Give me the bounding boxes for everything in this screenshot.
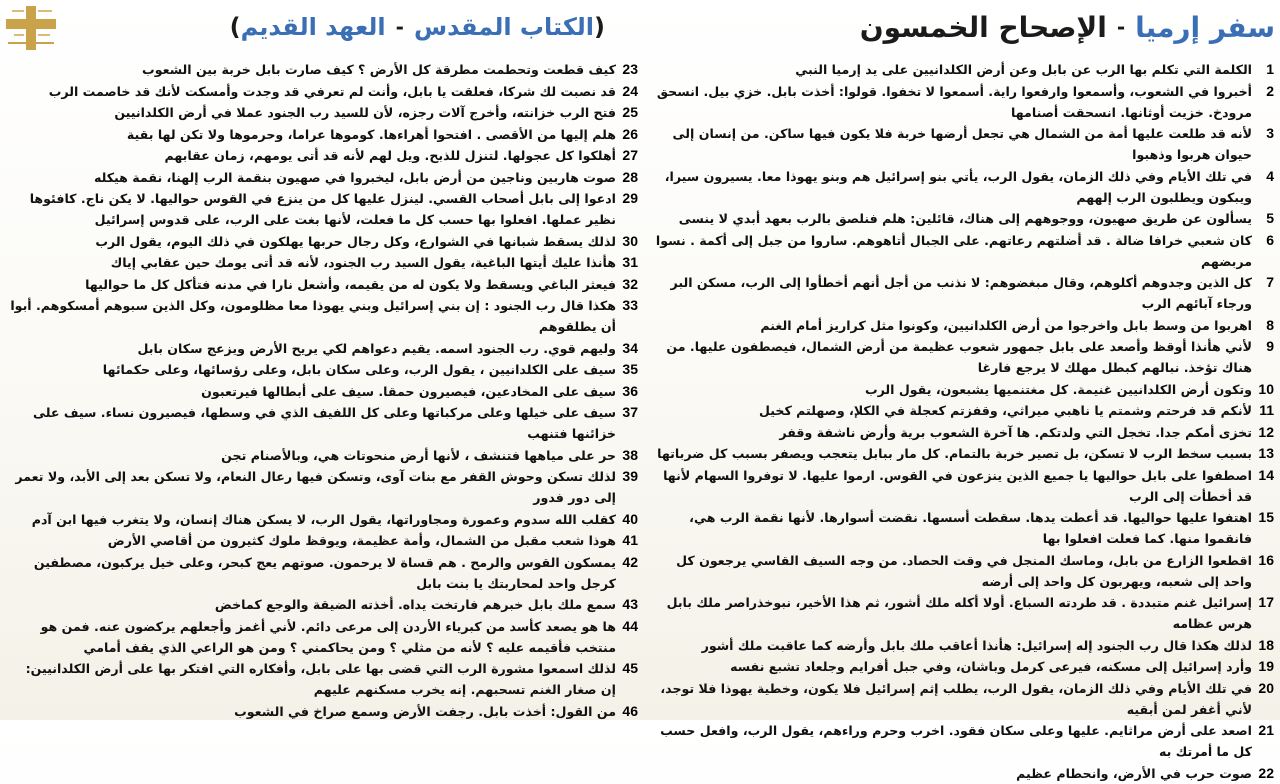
verse-text: وتكون أرض الكلدانيين غنيمة. كل مغتنميها يشبعون، يقول الرب — [864, 381, 1252, 397]
bible-title-separator: - — [395, 15, 404, 39]
bible-name: الكتاب المقدس — [413, 13, 595, 41]
verse-number: 3 — [1266, 125, 1274, 141]
verse-number: 4 — [1266, 167, 1274, 184]
verse — [648, 592, 1274, 634]
verse — [648, 81, 1274, 123]
verse-number: 2 — [1266, 82, 1274, 99]
verse-text: فيعثر الباغي ويسقط ولا يكون له من يقيمه، وأشعل نارا في مدنه فتأكل كل ما حواليها — [85, 276, 616, 292]
verse-text: كان شعبي خرافا ضالة . قد أضلتهم رعاتهم. على الجبال أتاهوهم. ساروا من جبل إلى أكمة . نسوا مربضهم — [655, 232, 1252, 269]
verse-number: 22 — [1258, 764, 1274, 781]
verse — [648, 443, 1274, 464]
chapter-title — [665, 4, 1275, 50]
verse-text: تخزى أمكم جدا. تخجل التي ولدتكم. ها آخرة الشعوب برية وأرض ناشفة وقفر — [779, 424, 1252, 440]
verse-text: صوت حرب في الأرض، وانحطام عظيم — [1016, 765, 1252, 781]
chapter-name: الإصحاح الخمسون — [859, 10, 1107, 44]
verse — [8, 616, 638, 658]
verse-text: اهربوا من وسط بابل واخرجوا من أرض الكلدانيين، وكونوا مثل كراريز أمام الغنم — [760, 317, 1252, 333]
verse-number: 23 — [622, 61, 638, 77]
verse — [8, 295, 638, 337]
verse-text: صوت هاربين وناجين من أرض بابل، ليخبروا في صهيون بنقمة الرب إلهنا، نقمة هيكله — [93, 169, 616, 185]
verse — [8, 530, 638, 551]
verse-text: أهلكوا كل عجولها. لتنزل للذبح. ويل لهم لأنه قد أتى يومهم، زمان عقابهم — [164, 148, 616, 163]
verse-number: 11 — [1259, 402, 1274, 418]
verse-text: يسألون عن طريق صهيون، ووجوههم إلى هناك، قائلين: هلم فنلصق بالرب بعهد أبدي لا ينسى — [678, 211, 1252, 226]
verse — [8, 81, 638, 102]
verse-number: 41 — [622, 532, 638, 548]
cross-logo-icon — [2, 2, 60, 52]
verse-text: كل الذين وجدوهم أكلوهم، وقال مبغضوهم: لا نذنب من أجل أنهم أخطأوا إلى الرب، مسكن البر ورجاء آبائهم الرب — [670, 275, 1252, 311]
verse-number: 37 — [622, 404, 638, 420]
verse — [648, 336, 1274, 378]
verse — [648, 465, 1274, 507]
verse-number: 42 — [622, 553, 638, 570]
verse-text: كقلب الله سدوم وعمورة ومجاوراتها، يقول الرب، لا يسكن هناك إنسان، ولا يتغرب فيها ابن آدم — [31, 511, 616, 527]
verse — [8, 231, 638, 252]
close-paren: ) — [229, 13, 241, 41]
verse-text: بسبب سخط الرب لا تسكن، بل تصير خربة بالتمام. كل مار ببابل يتعجب ويصفر بسبب كل ضرباتها — [657, 446, 1252, 461]
verse — [8, 59, 638, 80]
verse-text: اهتفوا عليها حواليها. قد أعطت يدها. سقطت أسسها. نقضت أسوارها. لأنها نقمة الرب هي، فانقموا منها. كما فعلت افعلوا بها — [689, 510, 1252, 546]
verse-number: 8 — [1266, 316, 1274, 333]
verse-text: لأنه قد طلعت عليها أمة من الشمال هي تجعل أرضها خربة فلا يكون فيها ساكن. من إنسان إلى حيوان هربوا وذهبوا — [672, 126, 1252, 162]
verse-text: إسرائيل غنم متبددة . قد طردته السباع. أولا أكله ملك أشور، ثم هذا الأخير، نبوخذراصر ملك بابل هرس عظامه — [666, 595, 1252, 631]
verse-number: 26 — [622, 125, 638, 142]
verses-column-left — [8, 59, 638, 722]
verse — [648, 656, 1274, 677]
verse — [648, 272, 1274, 314]
verse-number: 19 — [1258, 658, 1274, 674]
verse-number: 12 — [1258, 423, 1274, 440]
verse-number: 39 — [622, 468, 638, 484]
verse-number: 44 — [622, 617, 638, 634]
verse — [648, 123, 1274, 165]
verse-text: اصطفوا على بابل حواليها يا جميع الذين ينزعون في القوس. ارموا عليها. لا توفروا السهام لأنها قد أخطأت إلى الرب — [663, 467, 1252, 504]
title-separator: - — [1116, 15, 1126, 39]
verse-text: أخبروا في الشعوب، وأسمعوا وارفعوا راية. أسمعوا لا تخفوا. قولوا: أخذت بابل. خزي بيل. انسحق مرودخ. خزيت أوثانها. انسحقت أصنامها — [656, 83, 1252, 120]
verse-number: 17 — [1258, 594, 1274, 610]
verse-number: 35 — [622, 361, 638, 377]
verse-number: 16 — [1258, 551, 1274, 568]
verse — [8, 594, 638, 615]
verse-number: 38 — [622, 446, 638, 463]
verse — [8, 359, 638, 380]
verse-text: هأنذا عليك أيتها الباغية، يقول السيد رب الجنود، لأنه قد أتى يومك حين عقابي إياك — [110, 255, 616, 270]
verse-number: 33 — [622, 297, 638, 313]
verse-number: 13 — [1258, 445, 1274, 461]
verse — [648, 379, 1274, 400]
verse-text: فتح الرب خزانته، وأخرج آلات رجزه، لأن للسيد رب الجنود عملا في أرض الكلدانيين — [114, 105, 616, 120]
verse-text: سيف على الكلدانيين ، يقول الرب، وعلى سكان بابل، وعلى رؤسائها، وعلى حكمائها — [102, 362, 616, 377]
verse-number: 9 — [1266, 338, 1274, 354]
verse-text: اقطعوا الزارع من بابل، وماسك المنجل في وقت الحصاد. من وجه السيف القاسي يرجعون كل واحد إلى شعبه، ويهربون كل واحد إلى أرضه — [676, 552, 1252, 589]
verse-text: ها هو يصعد كأسد من كبرياء الأردن إلى مرعى دائم. لأني أغمز وأجعلهم يركضون عنه. فمن هو منتخب فأقيمه عليه ؟ لأنه من مثلي ؟ ومن يحاكمني ؟ ومن هو الراعي الذي يقف أمامي — [40, 618, 616, 655]
verse-text: لذلك هكذا قال رب الجنود إله إسرائيل: هأنذا أعاقب ملك بابل وأرضه كما عاقبت ملك أشور — [701, 637, 1252, 653]
verse — [648, 635, 1274, 656]
verse-text: هكذا قال رب الجنود : إن بني إسرائيل وبني يهوذا معا مظلومون، وكل الذين سبوهم أمسكوهم. أبوا أن يطلقوهم — [10, 298, 616, 334]
verse-number: 15 — [1258, 509, 1274, 525]
verse — [8, 102, 638, 123]
verse — [648, 400, 1274, 421]
verse — [8, 338, 638, 359]
verse-number: 34 — [622, 339, 638, 356]
verse-text: هلم إليها من الأقصى . افتحوا أهراءها. كوموها عراما، وحرموها ولا تكن لها بقية — [126, 126, 616, 142]
verse-text: وليهم قوي. رب الجنود اسمه. يقيم دعواهم لكي يريح الأرض ويزعج سكان بابل — [137, 340, 616, 356]
verse — [8, 509, 638, 530]
verse-text: هوذا شعب مقبل من الشمال، وأمة عظيمة، ويوقظ ملوك كثيرون من أقاصي الأرض — [107, 533, 616, 548]
verse — [648, 422, 1274, 443]
verse-number: 7 — [1266, 274, 1274, 290]
verse-text: من القول: أخذت بابل. رجفت الأرض وسمع صراخ في الشعوب — [234, 703, 616, 719]
bible-title — [229, 4, 605, 50]
verse-number: 14 — [1258, 466, 1274, 483]
verse-text: سيف على المخادعين، فيصيرون حمقا. سيف على أبطالها فيرتعبون — [201, 383, 616, 399]
verse-number: 6 — [1266, 231, 1274, 248]
verse-number: 1 — [1266, 61, 1274, 77]
verse — [8, 402, 638, 444]
verse — [648, 678, 1274, 720]
verse-text: قد نصبت لك شركا، فعلقت يا بابل، وأنت لم تعرفي قد وجدت وأمسكت لأنك قد خاصمت الرب — [48, 83, 616, 99]
verse-text: سمع ملك بابل خبرهم فارتخت يداه. أخذته الضيقة والوجع كماخض — [214, 597, 616, 612]
verse — [648, 550, 1274, 592]
verse — [8, 167, 638, 188]
open-paren: ( — [594, 13, 605, 41]
verse-text: الكلمة التي تكلم بها الرب عن بابل وعن أرض الكلدانيين على يد إرميا النبي — [795, 62, 1252, 77]
verse-text: حر على مياهها فتنشف ، لأنها أرض منحوتات هي، وبالأصنام تجن — [221, 447, 616, 463]
verse — [8, 701, 638, 722]
verse-number: 27 — [622, 147, 638, 163]
verse-text: سيف على خيلها وعلى مركباتها وعلى كل اللفيف الذي في وسطها، فيصيرون نساء. سيف على خزائنها فتنهب — [33, 405, 616, 441]
verse — [648, 230, 1274, 272]
verse-text: كيف قطعت وتحطمت مطرقة كل الأرض ؟ كيف صارت بابل خربة بين الشعوب — [142, 62, 616, 77]
verse-number: 31 — [622, 254, 638, 270]
verses-column-right — [648, 59, 1274, 784]
verse-number: 28 — [622, 168, 638, 185]
verse-number: 36 — [622, 382, 638, 399]
verse-number: 5 — [1266, 210, 1274, 226]
verse — [8, 188, 638, 230]
verse-number: 30 — [622, 232, 638, 249]
verse — [8, 145, 638, 166]
verse — [8, 466, 638, 508]
verse — [648, 720, 1274, 762]
verse-number: 29 — [622, 190, 638, 206]
verse-text: لأنكم قد فرحتم وشمتم يا ناهبي ميراثي، وقفزتم كعجلة في الكلإ، وصهلتم كخيل — [759, 403, 1252, 418]
verse — [8, 381, 638, 402]
verse-number: 45 — [622, 660, 638, 676]
verse-number: 46 — [622, 702, 638, 719]
verse — [648, 208, 1274, 229]
verse — [648, 315, 1274, 336]
book-name: سفر إرميا — [1135, 10, 1275, 44]
verse — [8, 445, 638, 466]
verse-number: 25 — [622, 104, 638, 120]
verse-text: لذلك تسكن وحوش القفر مع بنات آوى، وتسكن فيها رعال النعام، ولا تسكن بعد إلى الأبد، ولا تعمر إلى دور فدور — [15, 469, 616, 505]
verse — [8, 252, 638, 273]
verse-number: 21 — [1258, 722, 1274, 738]
testament-name: العهد القديم — [240, 13, 386, 41]
verse-text: اصعد على أرض مراثايم. عليها وعلى سكان فقود. اخرب وحرم وراءهم، يقول الرب، وافعل حسب كل ما أمرتك به — [660, 723, 1252, 759]
verse — [8, 658, 638, 700]
verse — [648, 59, 1274, 80]
verse-text: لذلك يسقط شبانها في الشوارع، وكل رجال حربها يهلكون في ذلك اليوم، يقول الرب — [95, 233, 616, 249]
verse — [648, 763, 1274, 784]
verse-text: في تلك الأيام وفي ذلك الزمان، يقول الرب، يأتي بنو إسرائيل هم وبنو يهوذا معا. يسيرون سيرا، ويبكون ويطلبون الرب إلههم — [664, 168, 1252, 205]
verse-number: 43 — [622, 596, 638, 612]
verse-text: يمسكون القوس والرمح . هم قساة لا يرحمون. صوتهم يعج كبحر، وعلى خيل يركبون، مصطفين كرجل واحد لمحاربتك يا بنت بابل — [33, 554, 616, 591]
verse-number: 32 — [622, 275, 638, 292]
verse-number: 18 — [1258, 636, 1274, 653]
verse — [8, 124, 638, 145]
verse — [648, 507, 1274, 549]
verse-text: وأرد إسرائيل إلى مسكنه، فيرعى كرمل وباشان، وفي جبل أفرايم وجلعاد تشبع نفسه — [730, 659, 1252, 674]
verse-number: 20 — [1258, 679, 1274, 696]
verse-number: 40 — [622, 510, 638, 527]
verse-text: في تلك الأيام وفي ذلك الزمان، يقول الرب، يطلب إثم إسرائيل فلا يكون، وخطية يهوذا فلا توجد، لأني أغفر لمن أبقيه — [660, 680, 1252, 717]
verse-number: 10 — [1258, 380, 1274, 397]
verse-text: لذلك اسمعوا مشورة الرب التي قضى بها على بابل، وأفكاره التي افتكر بها على أرض الكلدانيين: إن صغار الغنم تسحبهم. إنه يخرب مسكنهم عليهم — [25, 661, 616, 697]
verse — [648, 166, 1274, 208]
verse-number: 24 — [622, 82, 638, 99]
verse — [8, 274, 638, 295]
verse-text: ادعوا إلى بابل أصحاب القسي. لينزل عليها كل من ينزع في القوس حواليها. لا يكن ناج. كافئوها نظير عملها. افعلوا بها حسب كل ما فعلت، لأنها بغت على الرب، على قدوس إسرائيل — [29, 191, 616, 227]
verse — [8, 552, 638, 594]
verse-text: لأني هأنذا أوقظ وأصعد على بابل جمهور شعوب عظيمة من أرض الشمال، فيصطفون عليها. من هناك تؤخذ. نبالهم كبطل مهلك لا يرجع فارغا — [666, 339, 1252, 375]
